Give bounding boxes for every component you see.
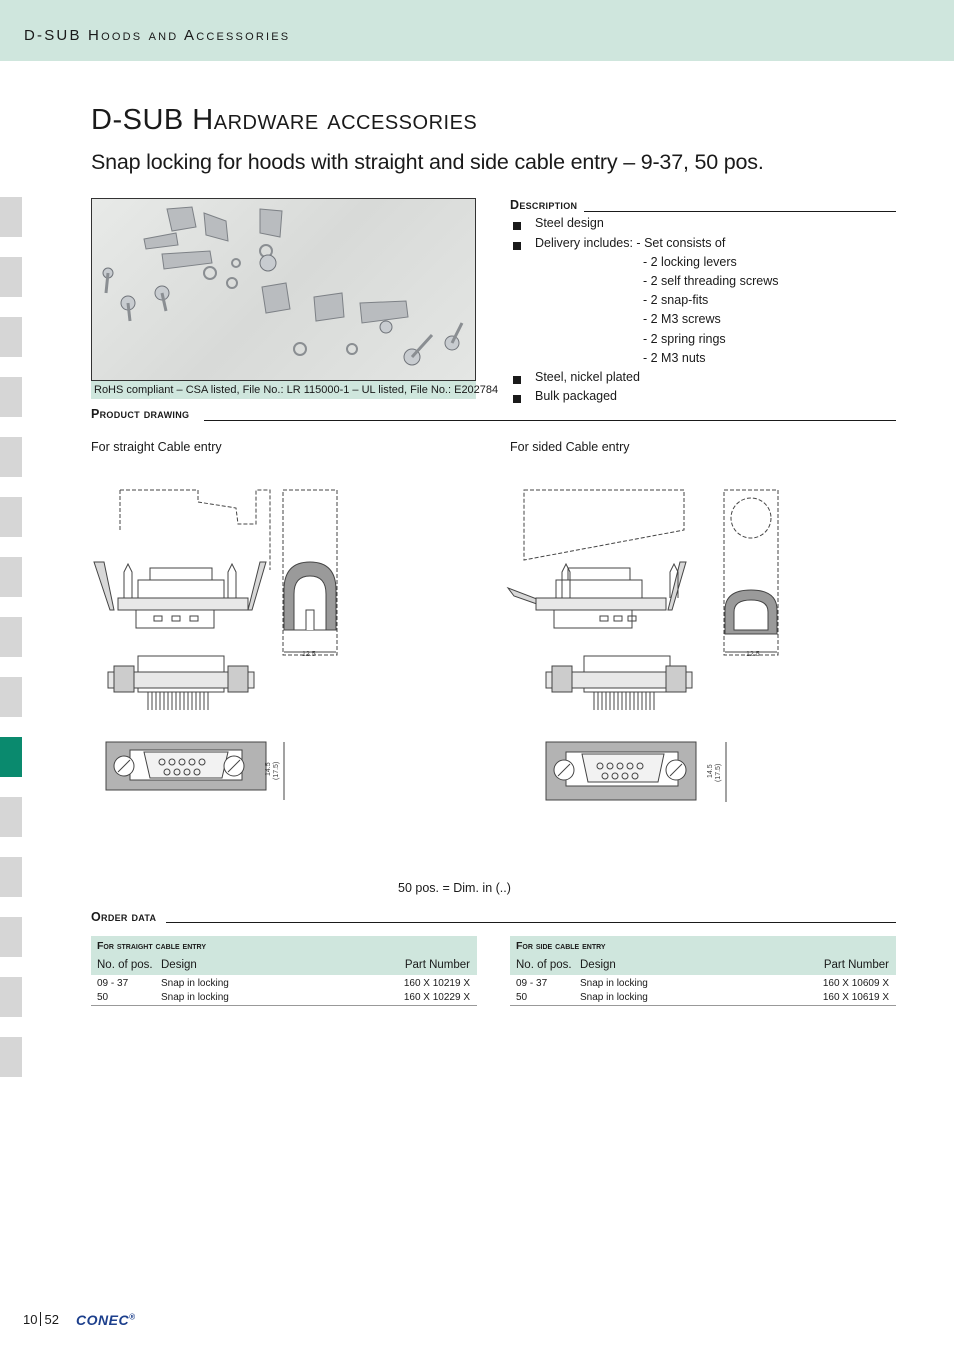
list-item-text: Delivery includes: - Set consists of xyxy=(535,236,726,250)
bullet-icon xyxy=(513,395,521,403)
column-header-pos: No. of pos. xyxy=(516,959,572,971)
cell-pos: 09 - 37 xyxy=(516,978,548,989)
cell-design: Snap in locking xyxy=(161,992,229,1003)
chapter-tab[interactable] xyxy=(0,437,22,477)
chapter-tab[interactable] xyxy=(0,857,22,897)
chapter-tab[interactable] xyxy=(0,917,22,957)
list-item-text: Steel, nickel plated xyxy=(535,370,640,384)
order-table-title: For straight cable entry xyxy=(91,936,477,956)
description-heading-label: Description xyxy=(510,198,578,212)
table-row xyxy=(91,991,477,1005)
list-item-text: Bulk packaged xyxy=(535,389,618,403)
order-table-title: For side cable entry xyxy=(510,936,896,956)
product-photo-illustration xyxy=(92,199,475,380)
chapter-tab[interactable] xyxy=(0,1037,22,1077)
chapter-tab[interactable] xyxy=(0,257,22,297)
section-title: D-SUB Hoods and Accessories xyxy=(24,27,291,44)
order-data-rule xyxy=(166,922,896,923)
registered-mark: ® xyxy=(129,1312,136,1322)
column-header-design: Design xyxy=(580,959,616,971)
page-number-value: 52 xyxy=(44,1312,59,1327)
product-drawing-heading-label: Product drawing xyxy=(91,407,190,421)
cell-part-number[interactable]: 160 X 10619 X xyxy=(822,992,889,1003)
bullet-icon xyxy=(513,222,521,230)
cell-design: Snap in locking xyxy=(161,978,229,989)
chapter-tab[interactable] xyxy=(0,317,22,357)
page-number-divider xyxy=(40,1312,41,1326)
set-item: - 2 M3 screws xyxy=(643,312,721,326)
page-title: D-SUB Hardware accessories xyxy=(91,104,478,136)
column-header-part: Part Number xyxy=(823,959,889,971)
column-header-part: Part Number xyxy=(404,959,470,971)
chapter-tab[interactable] xyxy=(0,377,22,417)
page-number xyxy=(23,1312,59,1327)
chapter-tab[interactable] xyxy=(0,977,22,1017)
set-item: - 2 locking levers xyxy=(643,255,737,269)
bullet-icon xyxy=(513,242,521,250)
table-row xyxy=(510,977,896,991)
set-item: - 2 snap-fits xyxy=(643,293,709,307)
sided-entry-drawing xyxy=(506,480,786,810)
chapter-tab[interactable] xyxy=(0,677,22,717)
description-heading xyxy=(510,198,579,212)
cell-pos: 09 - 37 xyxy=(97,978,129,989)
set-item: - 2 spring rings xyxy=(643,332,726,346)
order-table-header xyxy=(91,956,477,975)
table-bottom-rule xyxy=(91,1005,477,1006)
sided-dim-width-label: 12.5 xyxy=(746,651,760,658)
product-drawing-rule xyxy=(204,420,896,421)
page-subtitle: Snap locking for hoods with straight and side cable entry – 9-37, 50 pos. xyxy=(91,150,764,174)
sided-dim-height-50-label: (17.5) xyxy=(715,763,722,782)
order-table-straight xyxy=(91,936,477,1006)
rohs-caption: RoHS compliant – CSA listed, File No.: LR 115000-1 – UL listed, File No.: E202784 xyxy=(91,381,476,399)
set-item: - 2 M3 nuts xyxy=(643,351,706,365)
sided-dim-height-label: 14.5 xyxy=(707,764,714,778)
dimension-note: 50 pos. = Dim. in (..) xyxy=(398,881,511,895)
dim-width-label: 12.5 xyxy=(302,651,316,658)
product-photo xyxy=(91,198,476,381)
chapter-number: 10 xyxy=(23,1312,38,1327)
description-rule xyxy=(584,211,896,212)
column-header-pos: No. of pos. xyxy=(97,959,153,971)
brand-name: CONEC xyxy=(76,1312,130,1328)
dim-height-label: 14.5 xyxy=(265,762,272,776)
table-row xyxy=(91,977,477,991)
set-item: - 2 self threading screws xyxy=(643,274,779,288)
bullet-icon xyxy=(513,376,521,384)
cell-design: Snap in locking xyxy=(580,992,648,1003)
product-drawing-heading xyxy=(91,407,191,421)
cell-design: Snap in locking xyxy=(580,978,648,989)
chapter-tab[interactable] xyxy=(0,617,22,657)
chapter-tab[interactable] xyxy=(0,557,22,597)
order-data-heading-label: Order data xyxy=(91,910,157,924)
cell-pos: 50 xyxy=(516,992,528,1003)
cell-part-number[interactable]: 160 X 10229 X xyxy=(403,992,470,1003)
chapter-tab[interactable] xyxy=(0,797,22,837)
order-table-header xyxy=(510,956,896,975)
cell-part-number[interactable]: 160 X 10219 X xyxy=(403,978,470,989)
straight-entry-drawing xyxy=(88,480,348,810)
table-bottom-rule xyxy=(510,1005,896,1006)
column-header-design: Design xyxy=(161,959,197,971)
order-table-side xyxy=(510,936,896,1006)
cell-pos: 50 xyxy=(97,992,109,1003)
list-item-text: Steel design xyxy=(535,216,604,230)
order-data-heading xyxy=(91,910,158,924)
chapter-tab-active[interactable] xyxy=(0,737,22,777)
table-row xyxy=(510,991,896,1005)
cell-part-number[interactable]: 160 X 10609 X xyxy=(822,978,889,989)
conec-logo xyxy=(76,1312,135,1328)
chapter-tab[interactable] xyxy=(0,497,22,537)
dim-height-50-label: (17.5) xyxy=(273,761,280,780)
header-bar xyxy=(0,0,954,61)
sided-entry-caption: For sided Cable entry xyxy=(510,440,630,454)
straight-entry-caption: For straight Cable entry xyxy=(91,440,222,454)
chapter-tab[interactable] xyxy=(0,197,22,237)
